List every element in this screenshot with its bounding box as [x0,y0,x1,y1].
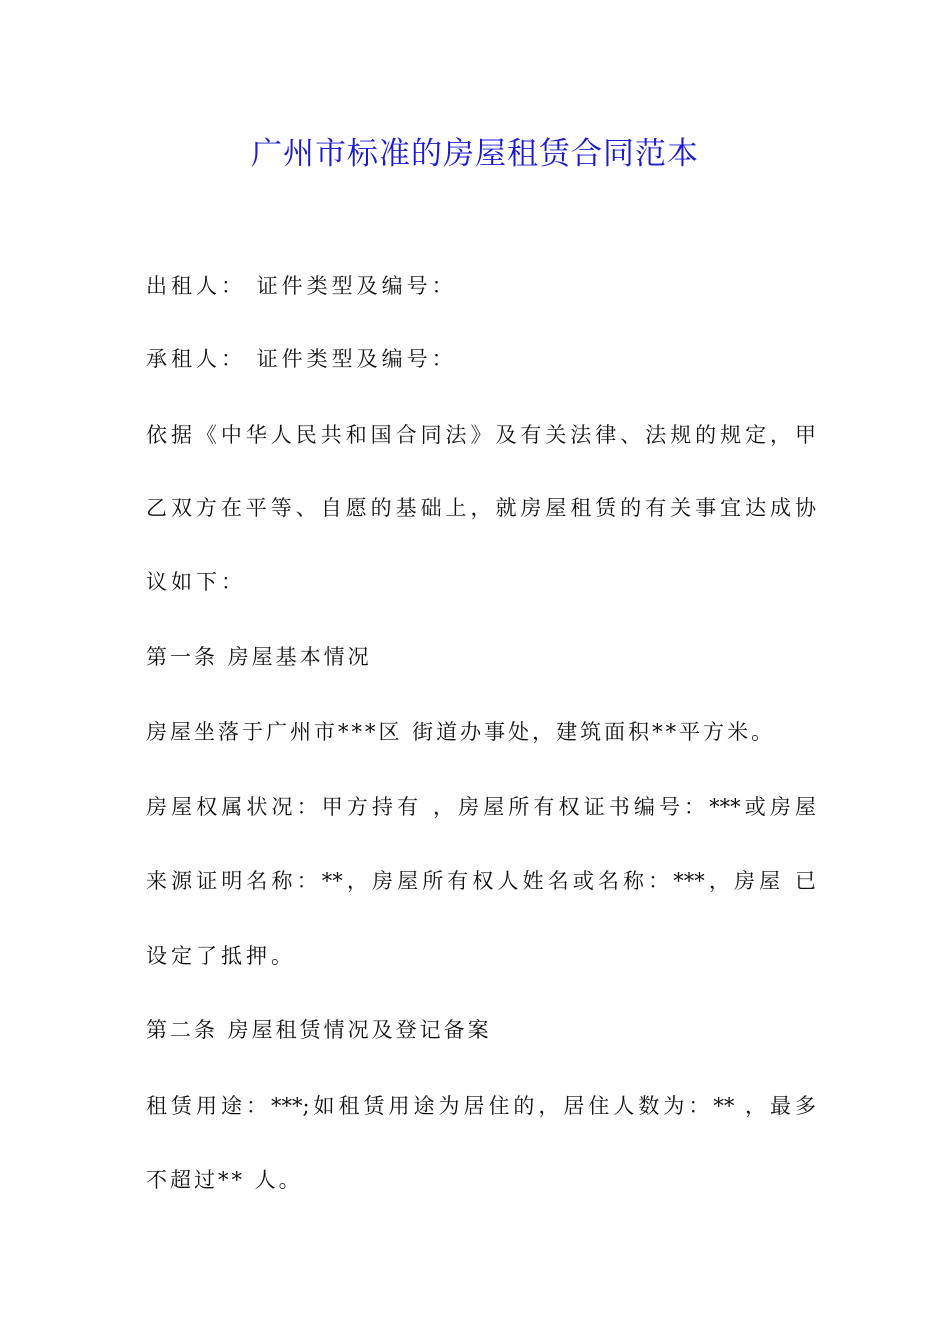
preamble-line-3: 议如下： [146,570,246,594]
preamble-line-1: 依据《中华人民共和国合同法》及有关法律、法规的规定，甲 [146,423,816,447]
house-location-line: 房屋坐落于广州市***区 街道办事处，建筑面积**平方米。 [146,720,776,744]
preamble-line-2: 乙双方在平等、自愿的基础上，就房屋租赁的有关事宜达成协 [146,496,816,520]
document-title: 广州市标准的房屋租赁合同范本 [251,136,699,172]
article-2-heading: 第二条 房屋租赁情况及登记备案 [146,1018,492,1042]
usage-line-1: 租赁用途：***;如租赁用途为居住的，居住人数为：** ，最多 [146,1094,816,1118]
article-1-heading: 第一条 房屋基本情况 [146,645,372,669]
usage-line-2: 不超过** 人。 [146,1168,303,1192]
lessee-line: 承租人： 证件类型及编号： [146,347,457,371]
ownership-line-2: 来源证明名称：**，房屋所有权人姓名或名称：***，房屋 已 [146,869,816,893]
ownership-line-3: 设定了抵押。 [146,944,296,968]
ownership-line-1: 房屋权属状况：甲方持有 ，房屋所有权证书编号：***或房屋 [146,795,816,819]
lessor-line: 出租人： 证件类型及编号： [146,274,457,298]
